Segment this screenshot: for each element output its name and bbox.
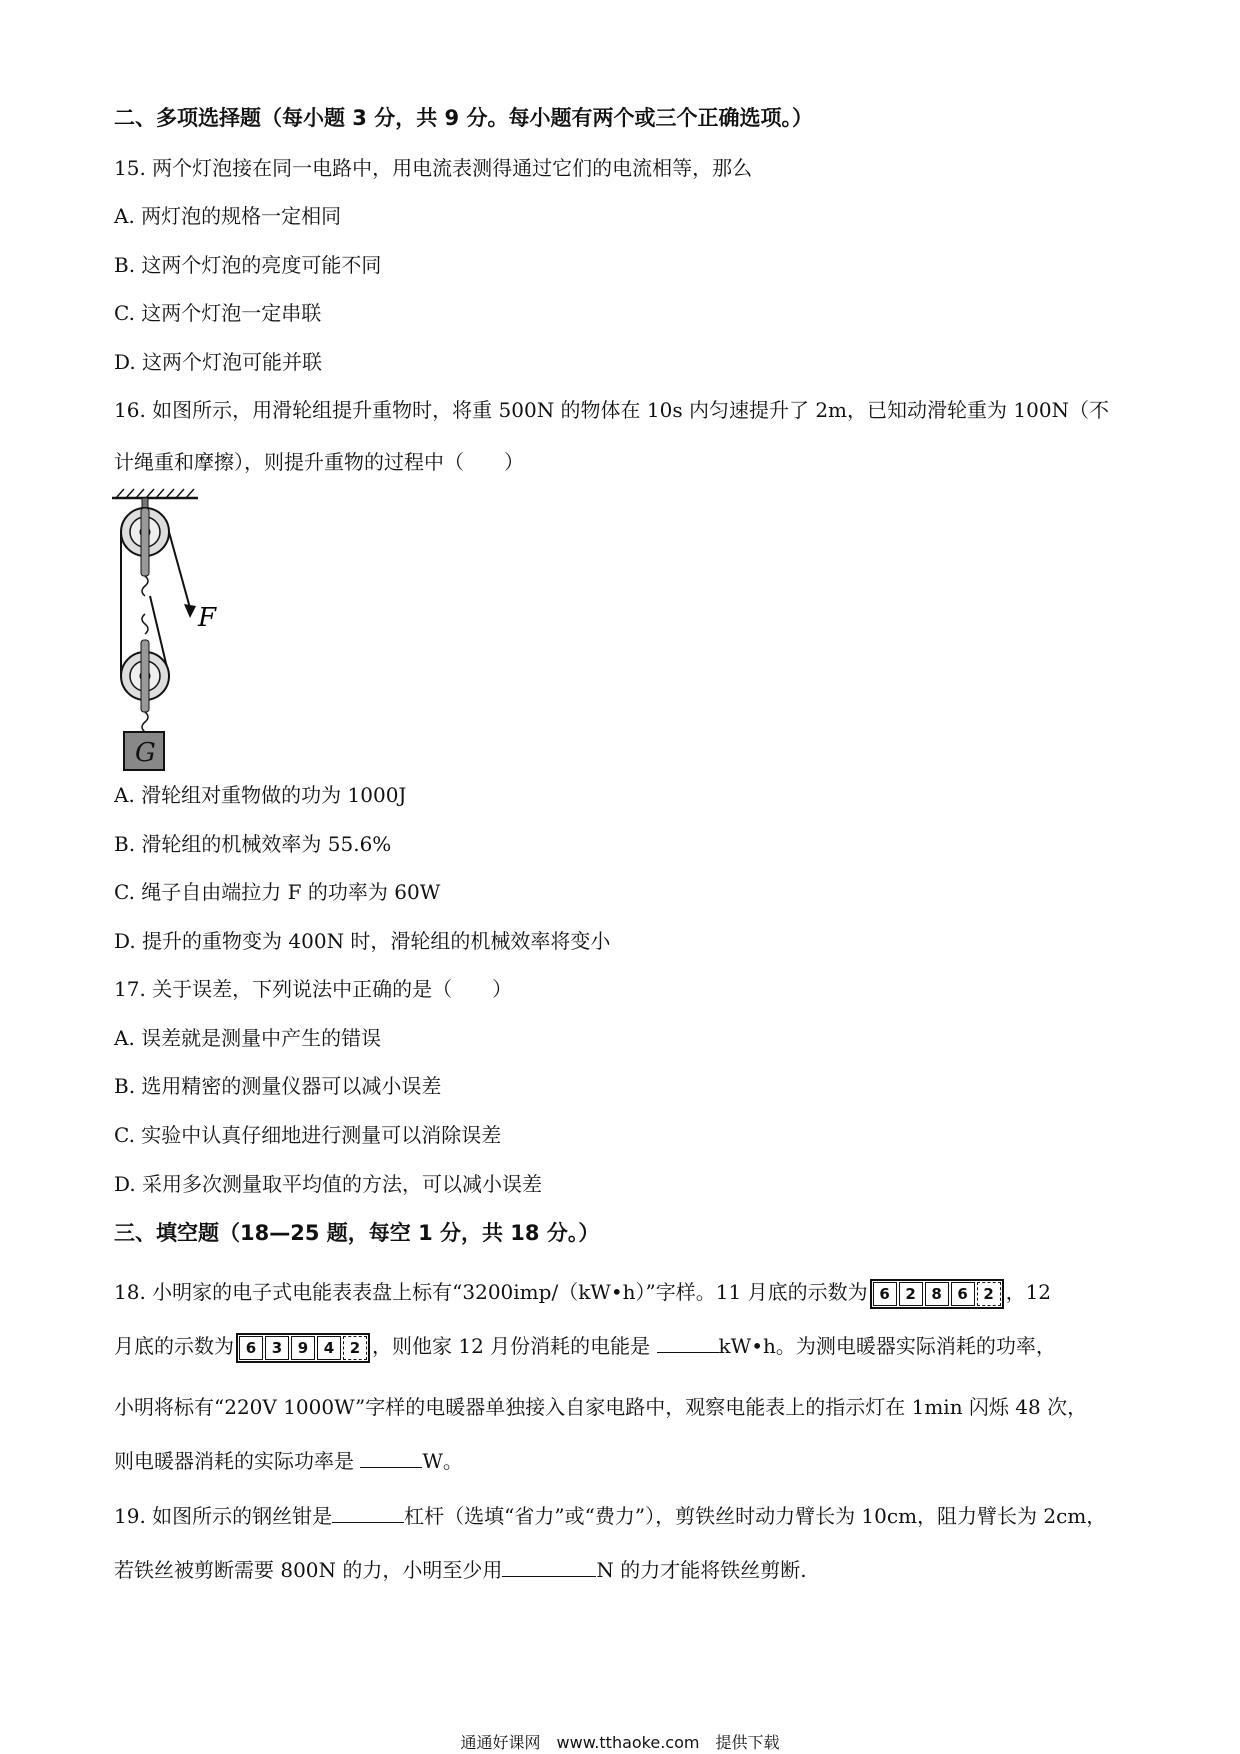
q19-line2 <box>114 1556 807 1584</box>
q18-line2 <box>114 1332 1056 1363</box>
q18-text-4: ，则他家 12 月份消耗的电能是 <box>372 1334 657 1358</box>
fixed-pulley-frame <box>141 508 149 576</box>
q15-option-c: C. 这两个灯泡一定串联 <box>114 301 322 325</box>
q19-blank-lever-type[interactable] <box>332 1504 404 1523</box>
q18-line3: 小明将标有“220V 1000W”字样的电暖器单独接入自家电路中，观察电能表上的指示灯在 1min 闪烁 48 次， <box>114 1395 1088 1419</box>
meter-reading-december: 6 3 9 4 2 <box>236 1333 370 1363</box>
q15-option-d: D. 这两个灯泡可能并联 <box>114 350 323 374</box>
q19-text-4: N 的力才能将铁丝剪断. <box>596 1558 807 1582</box>
q15-option-a: A. 两灯泡的规格一定相同 <box>114 204 342 228</box>
meter-reading-november: 6 2 8 6 2 <box>870 1279 1004 1309</box>
q19-text-1: 19. 如图所示的钢丝钳是 <box>114 1504 333 1528</box>
page-footer: 通通好课网 www.tthaoke.com 提供下载 <box>460 1733 780 1752</box>
q16-option-b: B. 滑轮组的机械效率为 55.6% <box>114 832 392 856</box>
q17-option-d: D. 采用多次测量取平均值的方法，可以减小误差 <box>114 1172 543 1196</box>
section-2-heading: 二、多项选择题（每小题 3 分，共 9 分。每小题有两个或三个正确选项。） <box>114 106 813 130</box>
q18-text-2: ，12 <box>1005 1280 1052 1304</box>
q18-text-8: W。 <box>422 1449 463 1473</box>
q18-text-7: 则电暖器消耗的实际功率是 <box>114 1449 361 1473</box>
q16-stem-line2: 计绳重和摩擦），则提升重物的过程中（ ） <box>114 450 524 474</box>
q16-option-a: A. 滑轮组对重物做的功为 1000J <box>114 783 407 807</box>
q18-blank-power[interactable] <box>360 1449 422 1468</box>
q18-line4 <box>114 1447 463 1475</box>
q16-option-d: D. 提升的重物变为 400N 时，滑轮组的机械效率将变小 <box>114 929 611 953</box>
rope-free-end <box>169 532 190 608</box>
q19-text-3: 若铁丝被剪断需要 800N 的力，小明至少用 <box>114 1558 503 1582</box>
section-3-heading: 三、填空题（18—25 题，每空 1 分，共 18 分。） <box>114 1221 600 1245</box>
q18-text-1: 18. 小明家的电子式电能表表盘上标有“3200imp/（kW•h）”字样。11 月底的示数为 <box>114 1280 868 1304</box>
movable-pulley-frame <box>141 640 149 712</box>
q19-blank-force[interactable] <box>502 1558 596 1577</box>
ceiling-hatch <box>116 489 194 498</box>
q19-text-2: 杠杆（选填“省力”或“费力”），剪铁丝时动力臂长为 10cm，阻力臂长为 2cm， <box>404 1504 1107 1528</box>
q15-stem: 15. 两个灯泡接在同一电路中，用电流表测得通过它们的电流相等，那么 <box>114 156 753 180</box>
force-arrow <box>184 604 196 618</box>
hook <box>142 576 148 596</box>
pulley-system-figure <box>110 488 260 773</box>
q17-option-b: B. 选用精密的测量仪器可以减小误差 <box>114 1074 442 1098</box>
q18-text-3: 月底的示数为 <box>114 1334 234 1358</box>
q17-stem: 17. 关于误差，下列说法中正确的是（ ） <box>114 977 513 1001</box>
q16-option-c: C. 绳子自由端拉力 F 的功率为 60W <box>114 880 441 904</box>
q17-option-c: C. 实验中认真仔细地进行测量可以消除误差 <box>114 1123 502 1147</box>
q17-option-a: A. 误差就是测量中产生的错误 <box>114 1026 382 1050</box>
q18-text-5: kW•h。为测电暖器实际消耗的功率， <box>718 1334 1056 1358</box>
q15-option-b: B. 这两个灯泡的亮度可能不同 <box>114 253 382 277</box>
q19-line1 <box>114 1502 1106 1530</box>
q18-line1 <box>114 1278 1051 1309</box>
force-label: F <box>198 603 217 633</box>
q18-blank-energy[interactable] <box>657 1334 719 1353</box>
weight-label: G <box>135 738 156 768</box>
q16-stem-line1: 16. 如图所示，用滑轮组提升重物时，将重 500N 的物体在 10s 内匀速提升了 2m，已知动滑轮重为 100N（不 <box>114 398 1110 422</box>
